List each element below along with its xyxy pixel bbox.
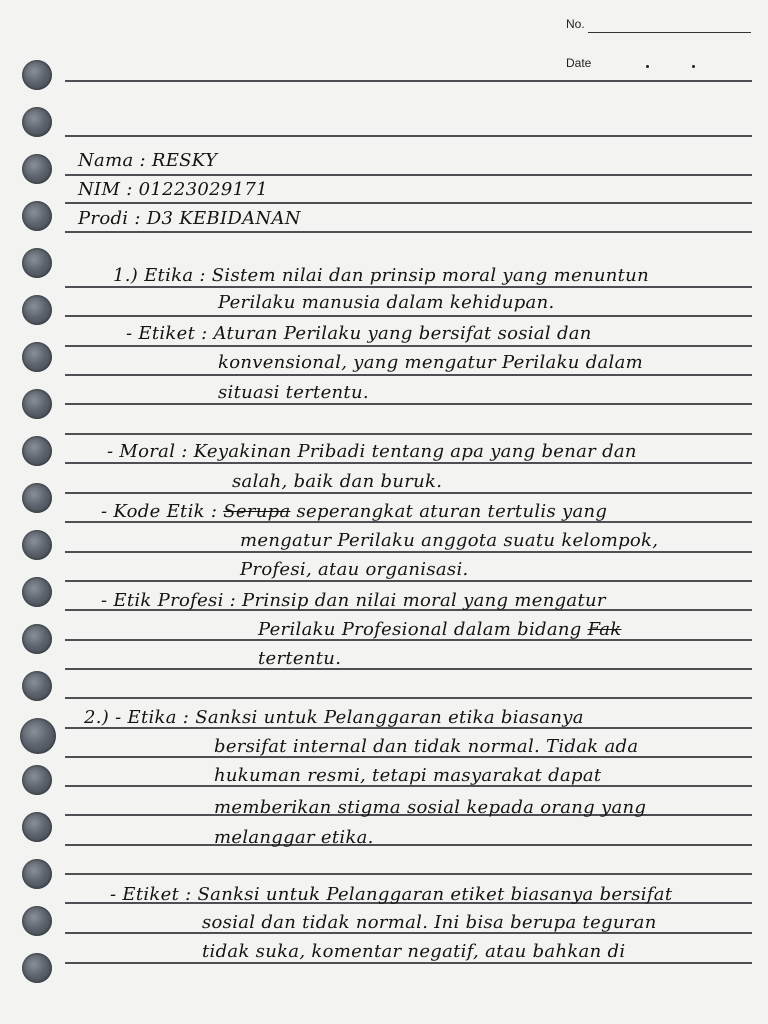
binder-hole [22,60,52,90]
nim-line: NIM : 01223029171 [78,179,268,200]
kode-etik-prefix: - Kode Etik : [101,501,224,522]
sanksi-etiket-line-2: sosial dan tidak normal. Ini bisa berupa teguran [202,912,657,933]
moral-line-1: - Moral : Keyakinan Pribadi tentang apa yang benar dan [107,441,637,462]
binder-hole [22,342,52,372]
ruled-line [65,551,752,553]
ruled-line [65,873,752,875]
binder-hole [22,107,52,137]
ruled-line [65,962,752,964]
etik-profesi-line-1: - Etik Profesi : Prinsip dan nilai moral yang mengatur [101,590,606,611]
etiket-line-1: - Etiket : Aturan Perilaku yang bersifat sosial dan [126,323,592,344]
moral-line-2: salah, baik dan buruk. [232,471,443,492]
ruled-line [65,668,752,670]
ruled-line [65,403,752,405]
ruled-line [65,580,752,582]
ruled-line [65,697,752,699]
binder-hole [22,812,52,842]
etik-profesi-line-3: tertentu. [258,648,342,669]
etika-line-1: 1.) Etika : Sistem nilai dan prinsip moral yang menuntun [113,265,649,286]
binder-hole [22,671,52,701]
binder-hole [22,295,52,325]
date-label: Date [566,56,592,70]
sanksi-etika-line-4: memberikan stigma sosial kepada orang yang [214,797,647,818]
ruled-line [65,174,752,176]
etiket-line-2: konvensional, yang mengatur Perilaku dalam [218,352,643,373]
no-label: No. [566,17,585,31]
binder-hole [22,906,52,936]
date-dot [692,65,695,68]
ruled-line [65,844,752,846]
etika-line-2: Perilaku manusia dalam kehidupan. [218,292,555,313]
binder-hole [22,953,52,983]
ruled-line [65,492,752,494]
etik-profesi-text: Perilaku Profesional dalam bidang [258,619,588,640]
sanksi-etika-line-5: melanggar etika. [214,827,374,848]
kode-etik-line-1 [101,501,607,522]
ruled-line [65,231,752,233]
sanksi-etika-line-2: bersifat internal dan tidak normal. Tidak ada [214,736,639,757]
ruled-line [65,135,752,137]
binder-hole [22,765,52,795]
etiket-line-3: situasi tertentu. [218,382,369,403]
binder-hole [22,624,52,654]
binder-hole [22,201,52,231]
prodi-line: Prodi : D3 KEBIDANAN [78,208,301,229]
sanksi-etiket-line-1: - Etiket : Sanksi untuk Pelanggaran etiket biasanya bersifat [110,884,673,905]
ruled-line [65,433,752,435]
no-line [588,32,751,33]
binder-hole [22,530,52,560]
sanksi-etika-line-1: 2.) - Etika : Sanksi untuk Pelanggaran etika biasanya [84,707,584,728]
ruled-line [65,80,752,82]
kode-etik-rest: seperangkat aturan tertulis yang [290,501,608,522]
ruled-line [65,202,752,204]
ruled-line [65,374,752,376]
etik-profesi-line-2 [258,619,621,640]
binder-hole [22,859,52,889]
date-dot [646,65,649,68]
binder-hole [22,389,52,419]
ruled-line [65,345,752,347]
strikethrough-word: Serupa [223,501,291,522]
sanksi-etika-line-3: hukuman resmi, tetapi masyarakat dapat [214,765,602,786]
binder-hole [22,154,52,184]
binder-hole [22,577,52,607]
binder-hole [22,436,52,466]
binder-hole [22,248,52,278]
binder-hole [22,483,52,513]
kode-etik-line-3: Profesi, atau organisasi. [240,559,469,580]
binder-hole [20,718,56,754]
ruled-line [65,286,752,288]
ruled-line [65,315,752,317]
strikethrough-word: Fak [587,619,622,640]
kode-etik-line-2: mengatur Perilaku anggota suatu kelompok, [240,530,659,551]
ruled-line [65,462,752,464]
name-line: Nama : RESKY [78,150,218,171]
sanksi-etiket-line-3: tidak suka, komentar negatif, atau bahkan di [202,941,626,962]
